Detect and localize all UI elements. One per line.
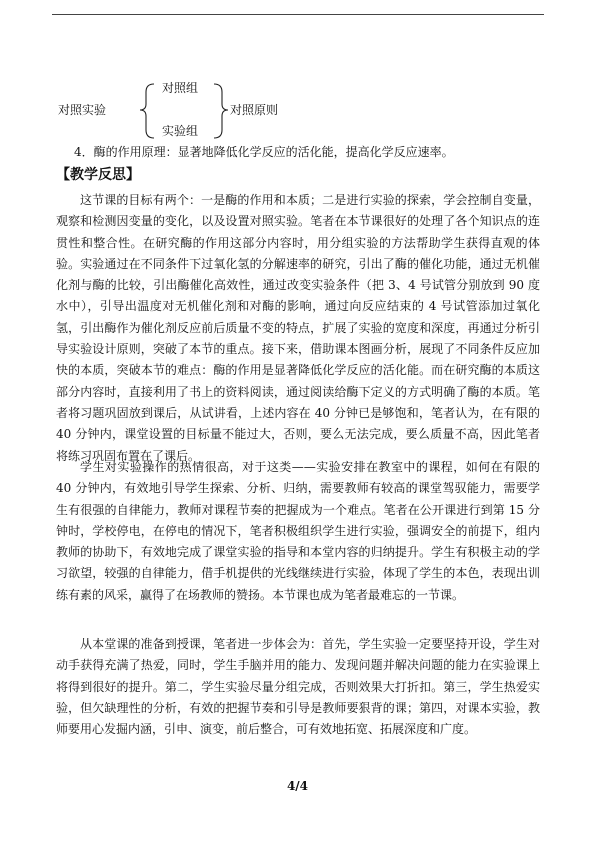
page-number: 4/4 [286, 779, 309, 793]
diagram-bottom-label: 实验组 [162, 124, 199, 138]
reflection-paragraph-1: 这节课的目标有两个：一是酶的作用和本质；二是进行实验的探索，学会控制自变量，观察和检测因变量的变化，以及设置对照实验。笔者在本节课很好的处理了各个知识点的连贯性和整合性。在研究酶的作用这部分内容时，用分组实验的方法帮助学生获得直观的体验。实验通过在不同条件下过氧化氢的分解速率的研究，引出了酶的催化功能，通过无机催化剂与酶的比较，引出酶催化高效性，通过改变实验条件（把 3、4 号试管分别放到 90 度水中），引导出温度对无机催化剂和对酶的影响，通过向反应结束的 4 号试管添加过氧化氢，引出酶作为催化剂反应前后质量不变的特点，扩展了实验的宽度和深度，再通过分析引导实验设计原则，突破了本节的重点。接下来，借助课本图画分析，展现了不同条件反应加快的本质，突破本节的难点：酶的作用是显著降低化学反应的活化能。而在研究酶的本质这部分内容时，直接利用了书上的资料阅读，通过阅读给酶下定义的方式明确了酶的本质。笔者将习题巩固放到课后，从试讲看，上述内容在 40 分钟已是够饱和，笔者认为，在有限的 40 分钟内，课堂设置的目标量不能过大，否则，要么无法完成，要么质量不高，因此笔者将练习巩固布置在了课后。 [56, 193, 540, 463]
reflection-paragraph-3: 从本堂课的准备到授课，笔者进一步体会为：首先，学生实验一定要坚持开设，学生对动手获得充满了热爱，同时，学生手脑并用的能力、发现问题并解决问题的能力在实验课上将得到很好的提升。第二，学生实验尽量分组完成，否则效果大打折扣。第三，学生热爱实验，但欠缺理性的分析，有效的把握节奏和引导是教师要狠背的课；第四，对课本实验，教师要用心发掘内涵，引申、演变，前后整合，可有效地拓宽、拓展深度和广度。 [56, 637, 540, 737]
diagram-left-label: 对照实验 [58, 103, 107, 117]
diagram-top-label: 对照组 [162, 81, 199, 95]
section-heading: 【教学反思】 [56, 167, 140, 183]
control-experiment-diagram [58, 76, 358, 146]
enzyme-principle-line: 4．酶的作用原理：显著地降低化学反应的活化能，提高化学反应速率。 [74, 145, 454, 159]
header-rule [52, 14, 544, 15]
right-brace [214, 84, 228, 138]
left-brace [140, 84, 154, 138]
reflection-paragraph-2: 学生对实验操作的热情很高，对于这类——实验安排在教室中的课程，如何在有限的 40 分钟内，有效地引导学生探索、分析、归纳，需要教师有较高的课堂驾驭能力，需要学生有很强的自律能力，教师对课程节奏的把握成为一个难点。笔者在公开课进行到第 15 分钟时，学校停电，在停电的情况下，笔者积极组织学生进行实验，强调安全的前提下，组内教师的协助下，有效地完成了课堂实验的指导和本堂内容的归纳提升。学生有积极主动的学习欲望，较强的自律能力，借手机提供的光线继续进行实验，体现了学生的本色，表现出训练有素的风采，赢得了在场教师的赞扬。本节课也成为笔者最难忘的一节课。 [56, 460, 540, 602]
diagram-right-label: 对照原则 [230, 103, 279, 117]
